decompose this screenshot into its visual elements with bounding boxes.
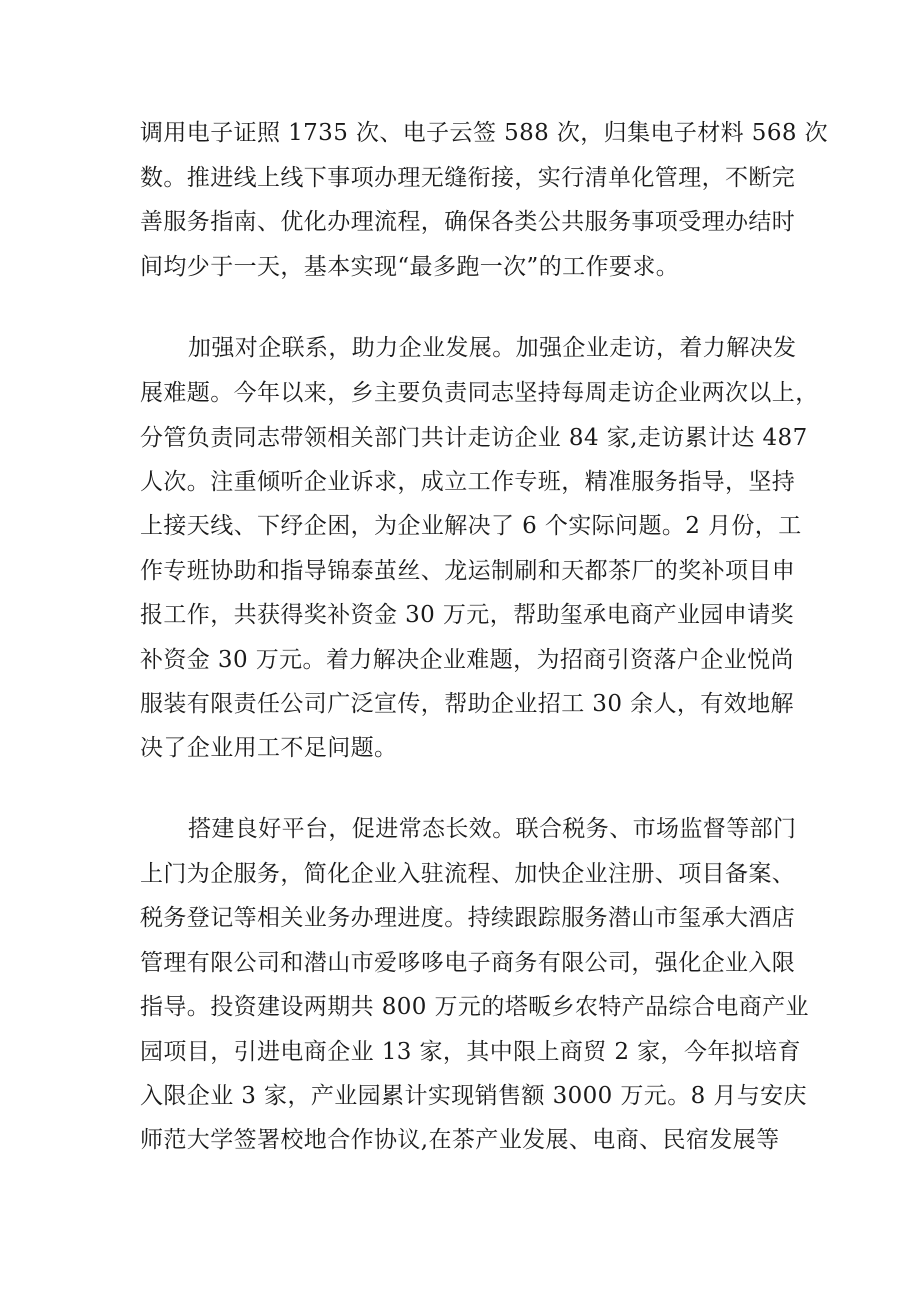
text-line: 善服务指南、优化办理流程，确保各类公共服务事项受理办结时 [140,209,796,235]
text-line: 报工作，共获得奖补资金 30 万元，帮助玺承电商产业园申请奖 [140,602,794,628]
text-line: 上门为企服务，简化企业入驻流程、加快企业注册、项目备案、 [140,861,796,887]
text-line: 展难题。今年以来，乡主要负责同志坚持每周走访企业两次以上， [140,380,819,406]
text-line: 上接天线、下纾企困，为企业解决了 6 个实际问题。2 月份，工 [140,513,802,539]
text-line: 服装有限责任公司广泛宣传，帮助企业招工 30 余人，有效地解 [140,691,794,717]
text-line: 调用电子证照 1735 次、电子云签 588 次，归集电子材料 568 次 [140,120,828,146]
text-line: 作专班协助和指导锦泰茧丝、龙运制刷和天都茶厂的奖补项目申 [140,558,796,584]
text-line: 补资金 30 万元。着力解决企业难题，为招商引资落户企业悦尚 [140,647,794,673]
text-line: 决了企业用工不足问题。 [140,735,398,761]
text-line: 税务登记等相关业务办理进度。持续跟踪服务潜山市玺承大酒店 [140,905,796,931]
text-line: 分管负责同志带领相关部门共计走访企业 84 家,走访累计达 487 [140,425,808,451]
text-line: 指导。投资建设两期共 800 万元的塔畈乡农特产品综合电商产业 [140,994,809,1020]
text-line: 师范大学签署校地合作协议,在茶产业发展、电商、民宿发展等 [140,1127,780,1153]
text-line: 间均少于一天，基本实现“最多跑一次”的工作要求。 [140,254,680,280]
text-line: 数。推进线上线下事项办理无缝衔接，实行清单化管理，不断完 [140,165,796,191]
text-line: 管理有限公司和潜山市爱哆哆电子商务有限公司，强化企业入限 [140,950,796,976]
paragraph-first-line: 搭建良好平台，促进常态长效。联合税务、市场监督等部门 [188,816,797,842]
text-line: 人次。注重倾听企业诉求，成立工作专班，精准服务指导，坚持 [140,469,796,495]
text-line: 入限企业 3 家，产业园累计实现销售额 3000 万元。8 月与安庆 [140,1083,807,1109]
paragraph-first-line: 加强对企联系，助力企业发展。加强企业走访，着力解决发 [188,335,797,361]
text-line: 园项目，引进电商企业 13 家，其中限上商贸 2 家，今年拟培育 [140,1039,801,1065]
